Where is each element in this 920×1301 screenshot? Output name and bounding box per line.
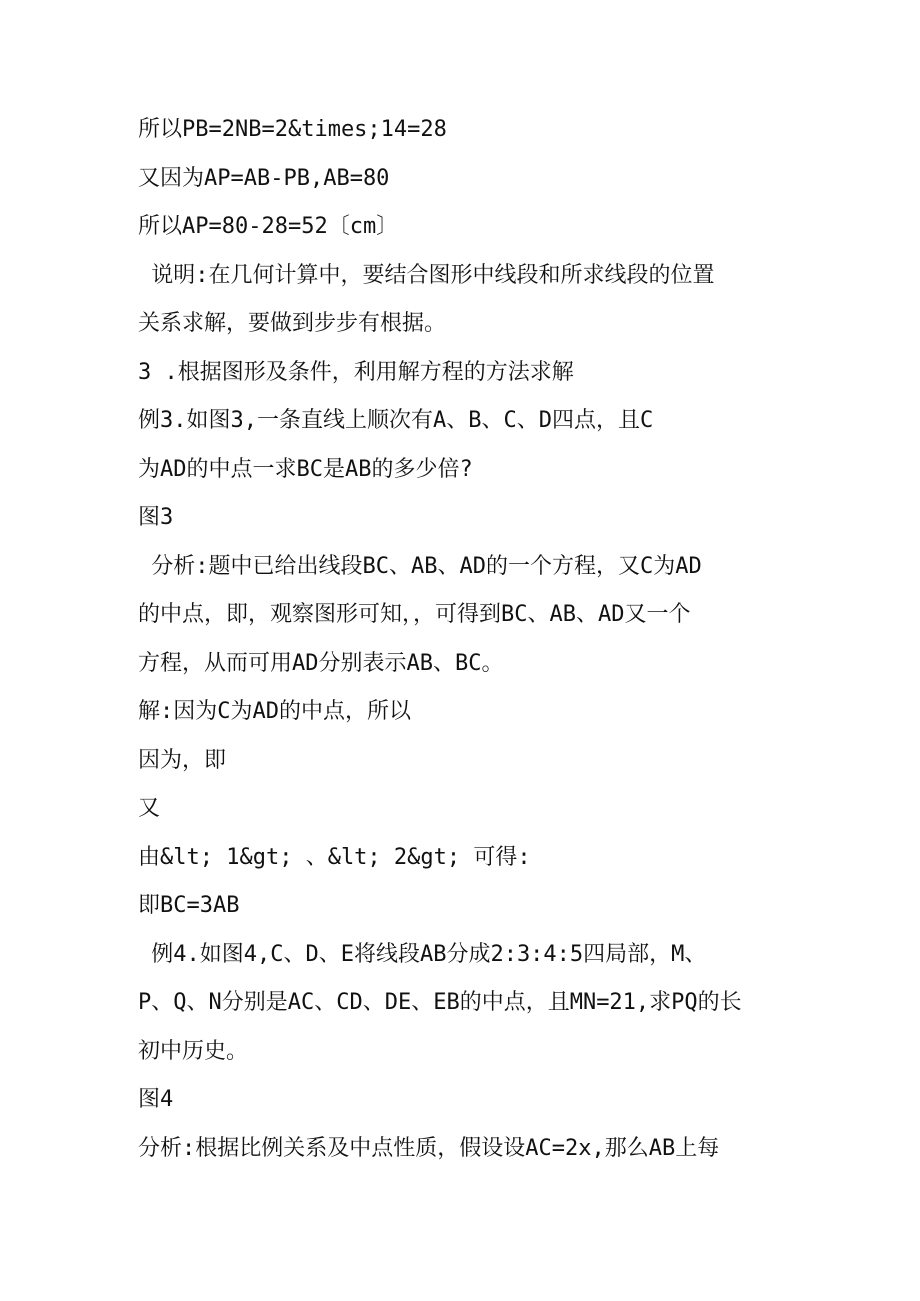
analysis-line: 分析:根据比例关系及中点性质，假设设AC=2x,那么AB上每: [138, 1135, 720, 1161]
section-heading: 3 .根据图形及条件，利用解方程的方法求解: [138, 359, 574, 385]
solution-line: 解:因为C为AD的中点，所以: [138, 699, 411, 724]
solution-line: 又: [138, 796, 161, 821]
solution-line: 因为，即: [138, 747, 227, 773]
example-3-line: 为AD的中点一求BC是AB的多少倍?: [138, 456, 473, 482]
solution-line: 即BC=3AB: [138, 893, 240, 918]
figure-4-caption: 图4: [138, 1087, 174, 1112]
document-body: [138, 106, 798, 1173]
example-4-line: 初中历史。: [138, 1038, 249, 1064]
text-line: 关系求解，要做到步步有根据。: [138, 311, 447, 336]
text-line: 又因为AP=AB-PB,AB=80: [138, 165, 390, 191]
example-4-line: P、Q、N分别是AC、CD、DE、EB的中点，且MN=21,求PQ的长: [138, 990, 742, 1015]
analysis-line: 分析:题中已给出线段BC、AB、AD的一个方程，又C为AD: [138, 553, 702, 579]
analysis-line: 方程，从而可用AD分别表示AB、BC。: [138, 650, 504, 676]
text-line: 说明:在几何计算中，要结合图形中线段和所求线段的位置: [138, 262, 715, 288]
example-3-line: 例3.如图3,一条直线上顺次有A、B、C、D四点，且C: [138, 408, 654, 433]
example-4-line: 例4.如图4,C、D、E将线段AB分成2:3:4:5四局部，M、: [138, 941, 707, 967]
analysis-line: 的中点，即，观察图形可知，，可得到BC、AB、AD又一个: [138, 602, 691, 627]
text-line: 所以PB=2NB=2&times;14=28: [138, 117, 447, 142]
solution-line: 由&lt; 1&gt; 、&lt; 2&gt; 可得:: [138, 844, 531, 870]
figure-3-caption: 图3: [138, 505, 174, 530]
text-line: 所以AP=80-28=52〔cm〕: [138, 214, 399, 239]
